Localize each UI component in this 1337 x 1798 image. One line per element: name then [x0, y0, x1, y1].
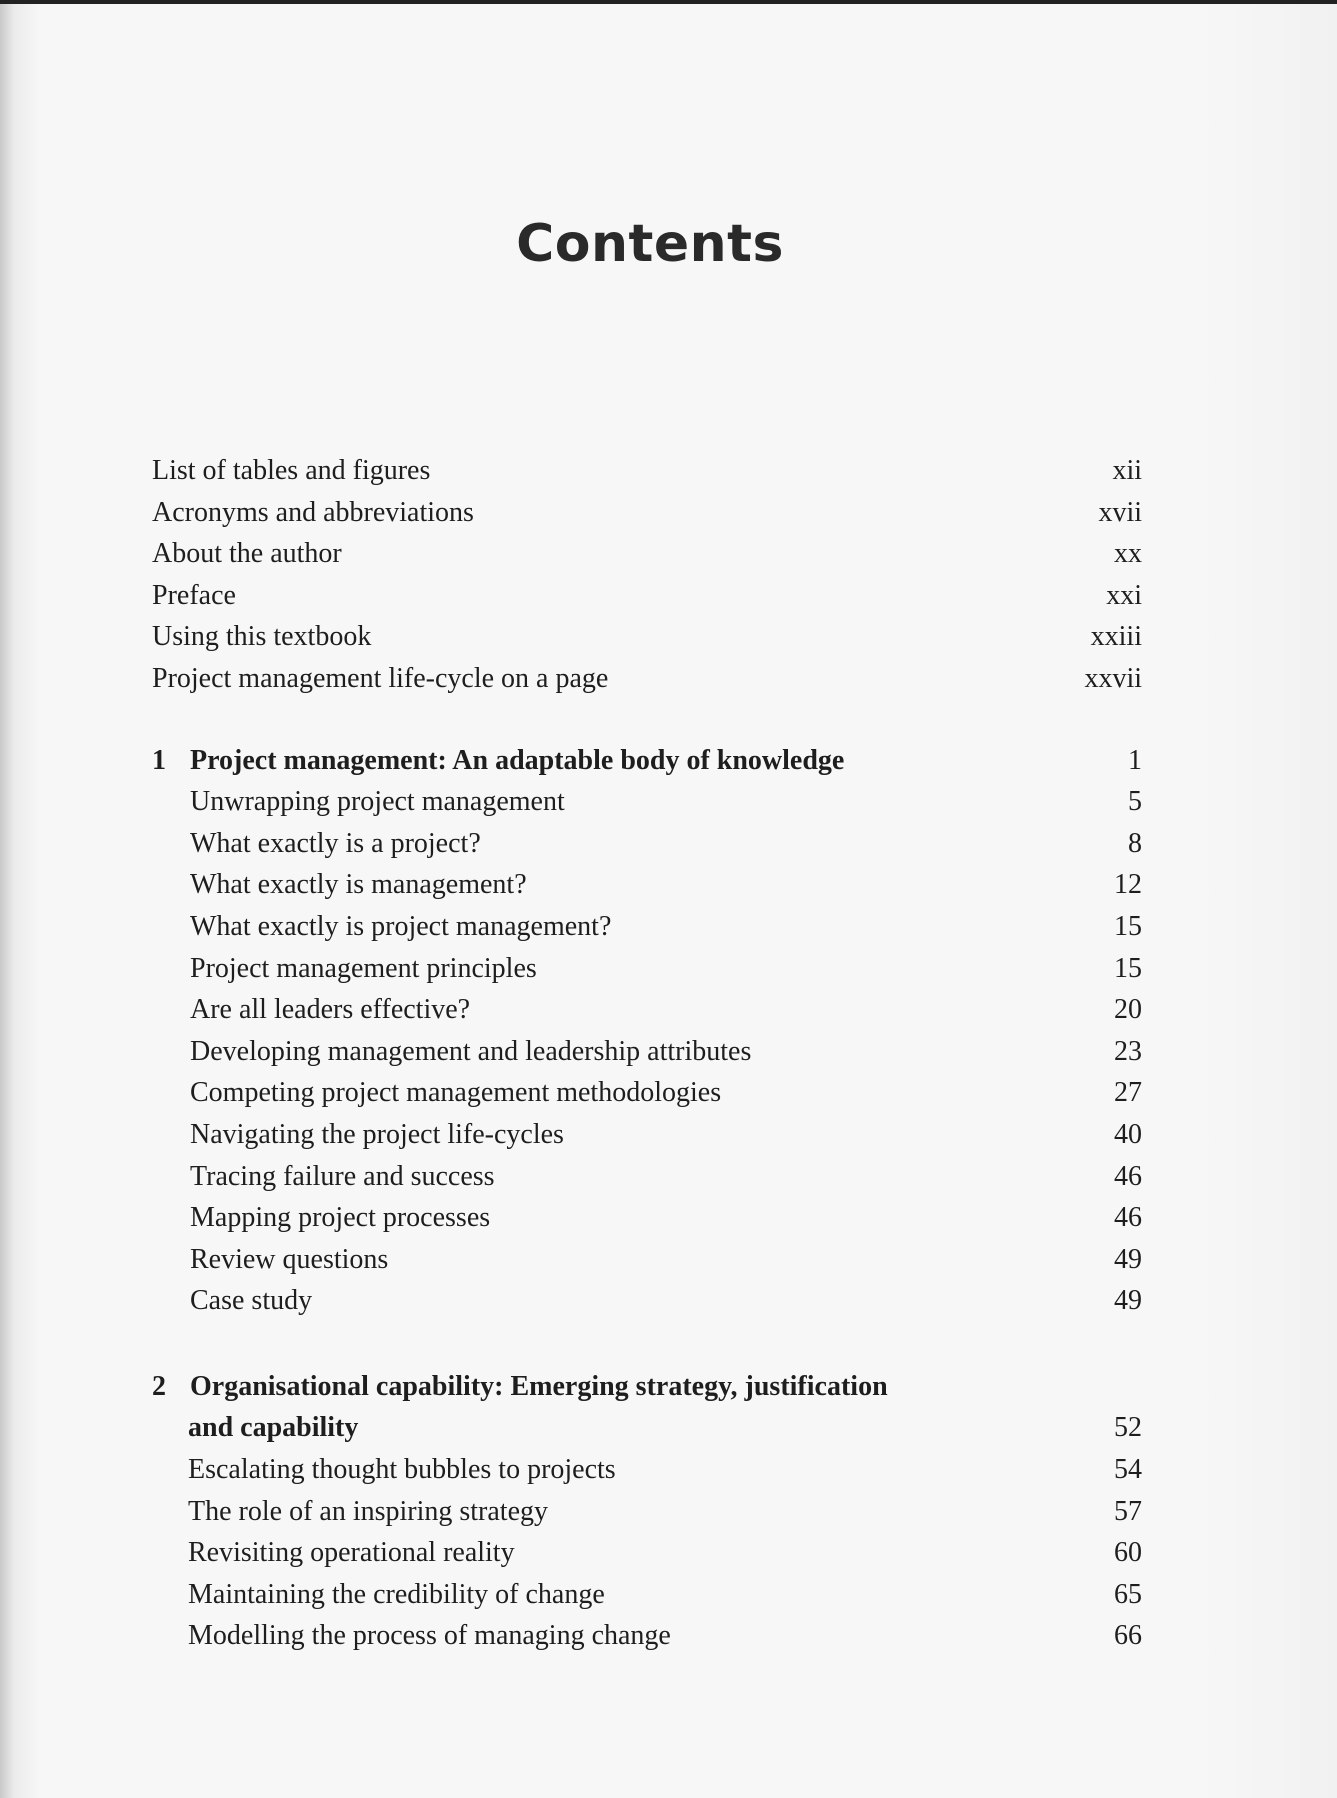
toc-section-label: Developing management and leadership attributes: [190, 1035, 752, 1067]
chapter-number: 1: [152, 744, 166, 776]
toc-entry-label: Preface: [152, 579, 236, 611]
toc-section-page: 15: [1114, 952, 1142, 984]
chapter-page: 52: [1114, 1412, 1142, 1444]
page-top-edge: [0, 0, 1337, 4]
chapter-number: 2: [152, 1370, 166, 1402]
toc-entry-label: About the author: [152, 538, 342, 570]
toc-section-page: 49: [1114, 1243, 1142, 1275]
toc-section-page: 5: [1128, 786, 1142, 818]
toc-section-label: Tracing failure and success: [190, 1160, 495, 1192]
toc-section[interactable]: [152, 906, 1142, 948]
toc-section[interactable]: [152, 1491, 1142, 1533]
toc-entry-label: Acronyms and abbreviations: [152, 496, 474, 528]
toc-section[interactable]: [152, 1239, 1142, 1281]
toc-section[interactable]: [152, 1532, 1142, 1574]
toc-section-label: Escalating thought bubbles to projects: [188, 1454, 616, 1486]
chapter-title: Organisational capability: Emerging strategy, justification: [190, 1370, 888, 1402]
toc-entry[interactable]: [152, 658, 1142, 700]
toc-section[interactable]: [152, 823, 1142, 865]
table-of-contents: [152, 450, 1142, 1657]
toc-section[interactable]: [152, 989, 1142, 1031]
toc-section[interactable]: [152, 1574, 1142, 1616]
toc-section-page: 60: [1114, 1537, 1142, 1569]
toc-entry[interactable]: [152, 575, 1142, 617]
toc-section-label: Navigating the project life-cycles: [190, 1118, 564, 1150]
toc-section-page: 57: [1114, 1495, 1142, 1527]
toc-section-page: 46: [1114, 1202, 1142, 1234]
chapter-title: Project management: An adaptable body of knowledge: [190, 744, 845, 776]
toc-section-label: Case study: [190, 1285, 313, 1317]
toc-entry-page: xxi: [1106, 579, 1142, 611]
chapter-page: 1: [1128, 744, 1142, 776]
chapter-title-line2: and capability: [188, 1412, 359, 1444]
toc-section-page: 20: [1114, 994, 1142, 1026]
toc-section-page: 27: [1114, 1077, 1142, 1109]
toc-entry-label: Using this textbook: [152, 621, 372, 653]
toc-section-label: The role of an inspiring strategy: [188, 1495, 549, 1527]
toc-section-label: What exactly is a project?: [190, 827, 481, 859]
toc-entry-page: xxiii: [1090, 621, 1142, 653]
toc-section-page: 66: [1114, 1620, 1142, 1652]
chapter-heading[interactable]: [152, 740, 1142, 782]
toc-section-label: Revisiting operational reality: [188, 1537, 515, 1569]
chapter-heading-continued[interactable]: [152, 1407, 1142, 1449]
toc-entry-page: xii: [1112, 455, 1142, 486]
toc-section[interactable]: [152, 864, 1142, 906]
toc-section-page: 23: [1114, 1035, 1142, 1067]
toc-entry-page: xvii: [1098, 496, 1142, 528]
toc-section[interactable]: [152, 1280, 1142, 1322]
chapter-heading[interactable]: [152, 1366, 1142, 1408]
toc-section-page: 54: [1114, 1454, 1142, 1486]
toc-section-label: Unwrapping project management: [190, 786, 565, 818]
section-gap: [152, 1322, 1142, 1366]
toc-section-label: Project management principles: [190, 952, 537, 984]
toc-entry[interactable]: [152, 450, 1142, 492]
toc-section[interactable]: [152, 1114, 1142, 1156]
toc-section-page: 40: [1114, 1118, 1142, 1150]
toc-entry[interactable]: [152, 533, 1142, 575]
toc-entry[interactable]: [152, 492, 1142, 534]
toc-section-label: Review questions: [190, 1243, 389, 1275]
toc-section[interactable]: [152, 1072, 1142, 1114]
toc-section-page: 12: [1114, 869, 1142, 901]
page-title: Contents: [516, 214, 784, 274]
toc-section-label: What exactly is management?: [190, 869, 527, 901]
toc-entry-page: xxvii: [1084, 662, 1142, 694]
toc-section-page: 8: [1128, 827, 1142, 859]
toc-section-label: Modelling the process of managing change: [188, 1620, 671, 1652]
toc-section-page: 15: [1114, 910, 1142, 942]
toc-section-label: Competing project management methodologies: [190, 1077, 722, 1109]
section-gap: [152, 700, 1142, 740]
toc-section-page: 46: [1114, 1160, 1142, 1192]
toc-section[interactable]: [152, 1031, 1142, 1073]
toc-section[interactable]: [152, 1197, 1142, 1239]
toc-section[interactable]: [152, 781, 1142, 823]
toc-entry-label: List of tables and figures: [152, 455, 431, 486]
toc-section-label: What exactly is project management?: [190, 910, 612, 942]
toc-section-label: Maintaining the credibility of change: [188, 1578, 605, 1610]
toc-entry-page: xx: [1114, 538, 1142, 570]
toc-entry[interactable]: [152, 616, 1142, 658]
toc-section[interactable]: [152, 1156, 1142, 1198]
toc-section-label: Mapping project processes: [190, 1202, 491, 1234]
toc-section-label: Are all leaders effective?: [190, 994, 471, 1026]
toc-section-page: 65: [1114, 1578, 1142, 1610]
toc-section-page: 49: [1114, 1285, 1142, 1317]
toc-entry-label: Project management life-cycle on a page: [152, 662, 609, 694]
toc-section[interactable]: [152, 948, 1142, 990]
toc-section[interactable]: [152, 1449, 1142, 1491]
toc-section[interactable]: [152, 1615, 1142, 1657]
